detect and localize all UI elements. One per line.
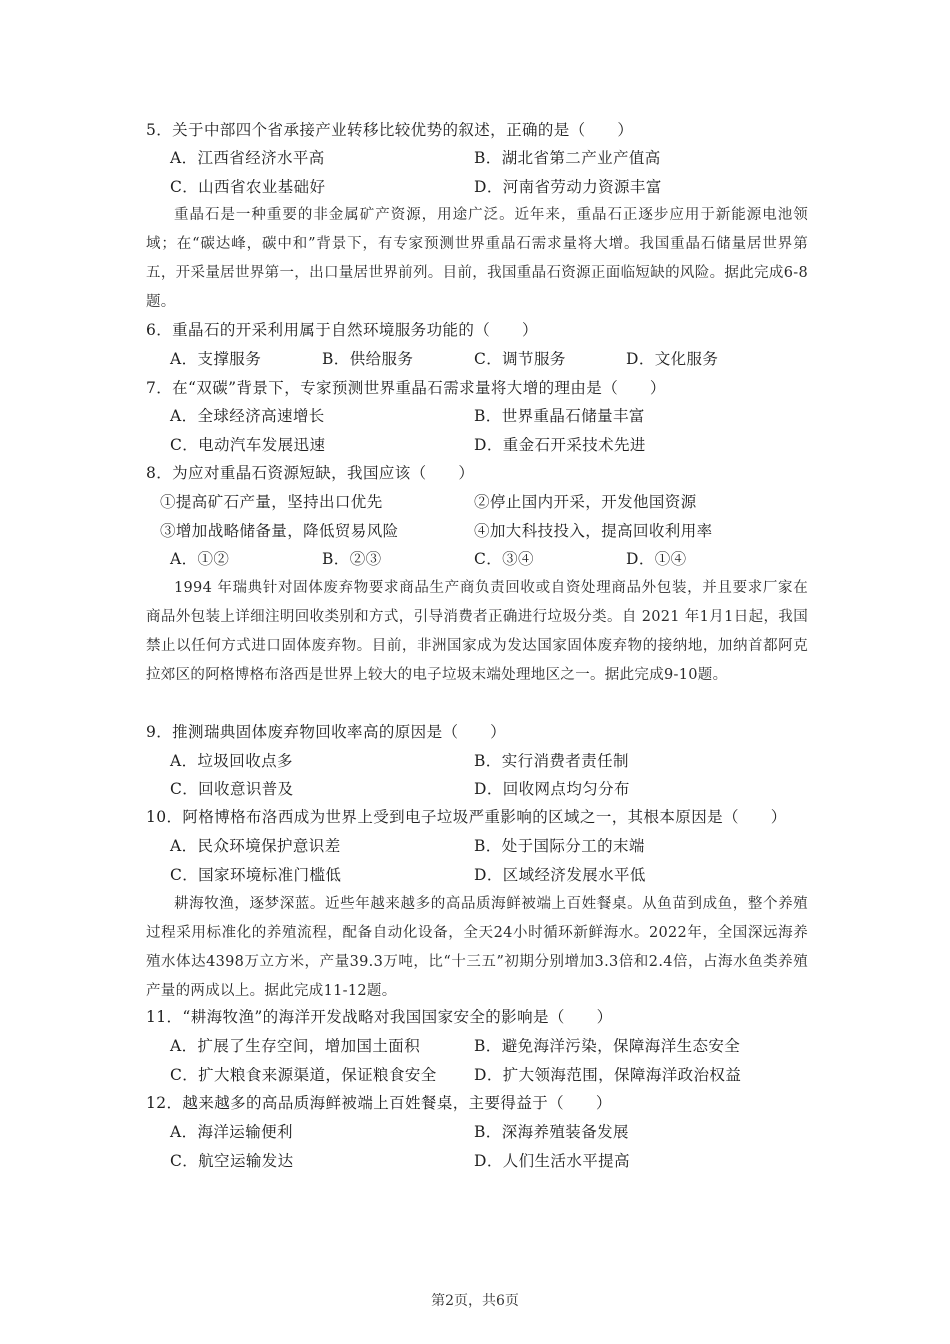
q12-option-a: A．海洋运输便利 <box>170 1123 293 1141</box>
q7-option-b: B．世界重晶石储量丰富 <box>474 407 645 425</box>
q9-option-a: A．垃圾回收点多 <box>170 752 293 770</box>
q7-option-a: A．全球经济高速增长 <box>170 407 325 425</box>
q6-option-c: C．调节服务 <box>474 350 566 368</box>
q5-option-c: C．山西省农业基础好 <box>170 178 326 196</box>
q8-option-c: C．③④ <box>474 550 534 568</box>
q5-option-b: B．湖北省第二产业产值高 <box>474 149 661 167</box>
material-barite: 重晶石是一种重要的非金属矿产资源，用途广泛。近年来，重晶石正逐步应用于新能源电池领域；在“碳达峰，碳中和”背景下，有专家预测世界重晶石需求量将大增。我国重晶石储量居世界第五，开采量居世界第一，出口量居世界前列。目前，我国重晶石资源正面临短缺的风险。据此完成6-8题。 <box>146 207 808 310</box>
material-solid-waste: 1994 年瑞典针对固体废弃物要求商品生产商负责回收或自资处理商品外包装，并且要求厂家在商品外包装上详细注明回收类别和方式，引导消费者正确进行垃圾分类。自 2021 年1月1日起，我国禁止以任何方式进口固体废弃物。目前，非洲国家成为发达国家固体废弃物的接纳地，加纳首都阿克拉郊区的阿格博格布洛西是世界上较大的电子垃圾末端处理地区之一。据此完成9-10题。 <box>146 580 808 683</box>
q9-option-b: B．实行消费者责任制 <box>474 752 629 770</box>
q6-option-d: D．文化服务 <box>626 350 719 368</box>
q11-option-b: B．避免海洋污染，保障海洋生态安全 <box>474 1037 741 1055</box>
q10-option-d: D．区域经济发展水平低 <box>474 866 646 884</box>
q12-option-b: B．深海养殖装备发展 <box>474 1123 629 1141</box>
q12-option-d: D．人们生活水平提高 <box>474 1152 630 1170</box>
q9-option-d: D．回收网点均匀分布 <box>474 780 630 798</box>
q9-option-c: C．回收意识普及 <box>170 780 294 798</box>
q11-option-a: A．扩展了生存空间，增加国土面积 <box>170 1037 421 1055</box>
q8-stem: 8．为应对重晶石资源短缺，我国应该（ ） <box>146 464 475 482</box>
q8-statement-2: ②停止国内开采，开发他国资源 <box>474 493 697 511</box>
q6-option-b: B．供给服务 <box>322 350 414 368</box>
q5-option-d: D．河南省劳动力资源丰富 <box>474 178 662 196</box>
q7-option-c: C．电动汽车发展迅速 <box>170 436 326 454</box>
q10-option-a: A．民众环境保护意识差 <box>170 837 341 855</box>
q11-option-d: D．扩大领海范围，保障海洋政治权益 <box>474 1066 742 1084</box>
q11-option-c: C．扩大粮食来源渠道，保证粮食安全 <box>170 1066 437 1084</box>
q8-statement-1: ①提高矿石产量，坚持出口优先 <box>160 493 383 511</box>
q11-stem: 11．“耕海牧渔”的海洋开发战略对我国国家安全的影响是（ ） <box>146 1008 613 1026</box>
q10-stem: 10．阿格博格布洛西成为世界上受到电子垃圾严重影响的区域之一，其根本原因是（ ） <box>146 808 787 826</box>
q5-option-a: A．江西省经济水平高 <box>170 149 325 167</box>
q7-stem: 7．在“双碳”背景下，专家预测世界重晶石需求量将大增的理由是（ ） <box>146 379 666 397</box>
q8-statement-4: ④加大科技投入，提高回收利用率 <box>474 522 713 540</box>
material-marine-ranching: 耕海牧渔，逐梦深蓝。近些年越来越多的高品质海鲜被端上百姓餐桌。从鱼苗到成鱼，整个养殖过程采用标准化的养殖流程，配备自动化设备，全天24小时循环新鲜海水。2022年，全国深远海养殖水体达4398万立方米，产量39.3万吨，比“十三五”初期分别增加3.3倍和2.4倍，占海水鱼类养殖产量的两成以上。据此完成11-12题。 <box>146 896 808 999</box>
q12-stem: 12．越来越多的高品质海鲜被端上百姓餐桌，主要得益于（ ） <box>146 1094 612 1112</box>
q6-stem: 6．重晶石的开采利用属于自然环境服务功能的（ ） <box>146 321 538 339</box>
q12-option-c: C．航空运输发达 <box>170 1152 294 1170</box>
q10-option-c: C．国家环境标准门槛低 <box>170 866 342 884</box>
q9-stem: 9．推测瑞典固体废弃物回收率高的原因是（ ） <box>146 723 507 741</box>
q5-stem: 5．关于中部四个省承接产业转移比较优势的叙述，正确的是（ ） <box>146 121 634 139</box>
q8-option-a: A．①② <box>170 550 230 568</box>
q10-option-b: B．处于国际分工的末端 <box>474 837 645 855</box>
q6-option-a: A．支撑服务 <box>170 350 262 368</box>
q8-option-d: D．①④ <box>626 550 687 568</box>
q8-option-b: B．②③ <box>322 550 382 568</box>
q8-statement-3: ③增加战略储备量，降低贸易风险 <box>160 522 399 540</box>
page-number: 第2页，共6页 <box>431 1293 519 1309</box>
q7-option-d: D．重金石开采技术先进 <box>474 436 646 454</box>
